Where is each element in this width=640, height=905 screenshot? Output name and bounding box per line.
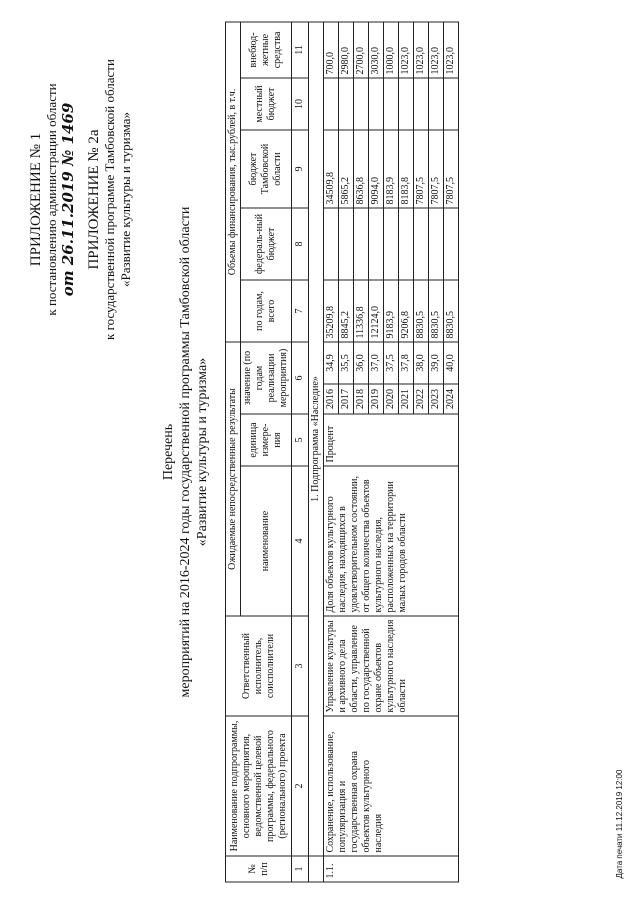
local-cell [324, 78, 339, 130]
appendix-2-line1: к государственной программе Тамбовской области [102, 59, 117, 340]
total-cell: 11336,8 [354, 280, 369, 342]
local-cell [369, 78, 384, 130]
header-num: № п/п [226, 856, 292, 882]
federal-cell [444, 208, 459, 280]
federal-cell [399, 208, 414, 280]
col-number: 8 [292, 208, 309, 280]
extra-cell: 1000,0 [384, 22, 399, 78]
local-cell [339, 78, 354, 130]
col-number: 6 [292, 342, 309, 414]
extra-cell: 3030,0 [369, 22, 384, 78]
regional-cell: 9094,0 [369, 130, 384, 208]
federal-cell [414, 208, 429, 280]
year-cell: 2022 [414, 384, 429, 414]
row-indicator: Доля объектов культурного наследия, находящихся в удовлетворительном состоянии, от общего количества объектов культурного наследия, расположенных на территории малых городов области [324, 466, 459, 616]
total-cell: 9206,8 [399, 280, 414, 342]
title-line2: мероприятий на 2016-2024 годы государственной программы Тамбовской области [178, 206, 193, 698]
total-cell: 8845,2 [339, 280, 354, 342]
value-cell: 37,5 [384, 342, 399, 384]
appendix-2-line2: «Развитие культуры и туризма» [118, 112, 133, 287]
print-date: Дата печати 11.12.2019 12:00 [615, 769, 624, 879]
regional-cell: 7807,5 [444, 130, 459, 208]
extra-cell: 1023,0 [444, 22, 459, 78]
document-title [160, 10, 211, 895]
header-federal: федераль-ный бюджет [241, 208, 292, 280]
year-cell: 2019 [369, 384, 384, 414]
year-cell: 2018 [354, 384, 369, 414]
header-name: Наименование подпрограммы, основного мероприятия, ведомственной целевой программы, федерального (регионального) проекта [226, 716, 292, 856]
col-number: 2 [292, 716, 309, 856]
federal-cell [339, 208, 354, 280]
total-cell: 12124,0 [369, 280, 384, 342]
total-cell: 8830,5 [429, 280, 444, 342]
regional-cell: 8183,8 [399, 130, 414, 208]
value-cell: 37,0 [369, 342, 384, 384]
federal-cell [369, 208, 384, 280]
title-line3: «Развитие культуры и туризма» [195, 357, 210, 547]
local-cell [399, 78, 414, 130]
value-cell: 36,0 [354, 342, 369, 384]
year-cell: 2020 [384, 384, 399, 414]
year-cell: 2023 [429, 384, 444, 414]
col-number: 4 [292, 466, 309, 616]
extra-cell: 1023,0 [429, 22, 444, 78]
col-number: 1 [292, 856, 309, 882]
header-extra: внебюд-жетные средства [241, 22, 292, 78]
year-cell: 2021 [399, 384, 414, 414]
value-cell: 39,0 [429, 342, 444, 384]
value-cell: 40,0 [444, 342, 459, 384]
extra-cell: 2980,0 [339, 22, 354, 78]
year-cell: 2024 [444, 384, 459, 414]
header-funding: Объемы финансирования, тыс.рублей, в т.ч. [226, 22, 241, 342]
value-cell: 38,0 [414, 342, 429, 384]
local-cell [444, 78, 459, 130]
header-regional: бюджет Тамбовской области [241, 130, 292, 208]
local-cell [429, 78, 444, 130]
value-cell: 35,5 [339, 342, 354, 384]
federal-cell [354, 208, 369, 280]
extra-cell: 1023,0 [399, 22, 414, 78]
local-cell [354, 78, 369, 130]
extra-cell: 1023,0 [414, 22, 429, 78]
extra-cell: 2700,0 [354, 22, 369, 78]
appendix-header [28, 50, 134, 350]
regional-cell: 8183,9 [384, 130, 399, 208]
extra-cell: 700,0 [324, 22, 339, 78]
subprogram-heading: 1. Подпрограмма «Наследие» [309, 22, 324, 856]
total-cell: 8830,5 [414, 280, 429, 342]
title-line1: Перечень [161, 423, 176, 481]
col-number: 10 [292, 78, 309, 130]
appendix-1-line: к постановлению администрации области [44, 83, 59, 316]
appendix-1-title: ПРИЛОЖЕНИЕ № 1 [28, 132, 44, 267]
row-unit: Процент [324, 414, 459, 466]
regional-cell: 5865,2 [339, 130, 354, 208]
regional-cell: 8636,8 [354, 130, 369, 208]
appendix-2-title: ПРИЛОЖЕНИЕ № 2а [86, 129, 102, 270]
appendix-1-date: от 26.11.2019 № 1469 [59, 102, 77, 297]
row-number: 1.1. [324, 856, 459, 882]
measures-table [225, 21, 459, 882]
col-number: 3 [292, 616, 309, 716]
table-row [324, 22, 339, 882]
regional-cell: 7807,5 [429, 130, 444, 208]
federal-cell [324, 208, 339, 280]
total-cell: 9183,9 [384, 280, 399, 342]
header-total: по годам, всего [241, 280, 292, 342]
federal-cell [384, 208, 399, 280]
col-number: 5 [292, 414, 309, 466]
regional-cell: 7807,5 [414, 130, 429, 208]
year-cell: 2017 [339, 384, 354, 414]
row-responsible: Управление культуры и архивного дела области, управление по государственной охране объектов культурного наследия области [324, 616, 459, 716]
col-number: 7 [292, 280, 309, 342]
header-indicator-name: наименование [241, 466, 292, 616]
header-value: значение (по годам реализации мероприятия) [241, 342, 292, 414]
value-cell: 34,9 [324, 342, 339, 384]
col-number: 9 [292, 130, 309, 208]
header-responsible: Ответственный исполнитель, соисполнители [226, 616, 292, 716]
header-unit: единица измере-ния [241, 414, 292, 466]
value-cell: 37,8 [399, 342, 414, 384]
document-page [10, 10, 630, 895]
header-local: местный бюджет [241, 78, 292, 130]
year-rows [324, 22, 459, 882]
total-cell: 35209,8 [324, 280, 339, 342]
header-expected: Ожидаемые непосредственные результаты [226, 342, 241, 616]
total-cell: 8830,5 [444, 280, 459, 342]
row-name: Сохранение, использование, популяризация и государственная охрана объектов культурного наследия [324, 716, 459, 856]
local-cell [384, 78, 399, 130]
regional-cell: 34509,8 [324, 130, 339, 208]
year-cell: 2016 [324, 384, 339, 414]
col-number: 11 [292, 22, 309, 78]
local-cell [414, 78, 429, 130]
federal-cell [429, 208, 444, 280]
